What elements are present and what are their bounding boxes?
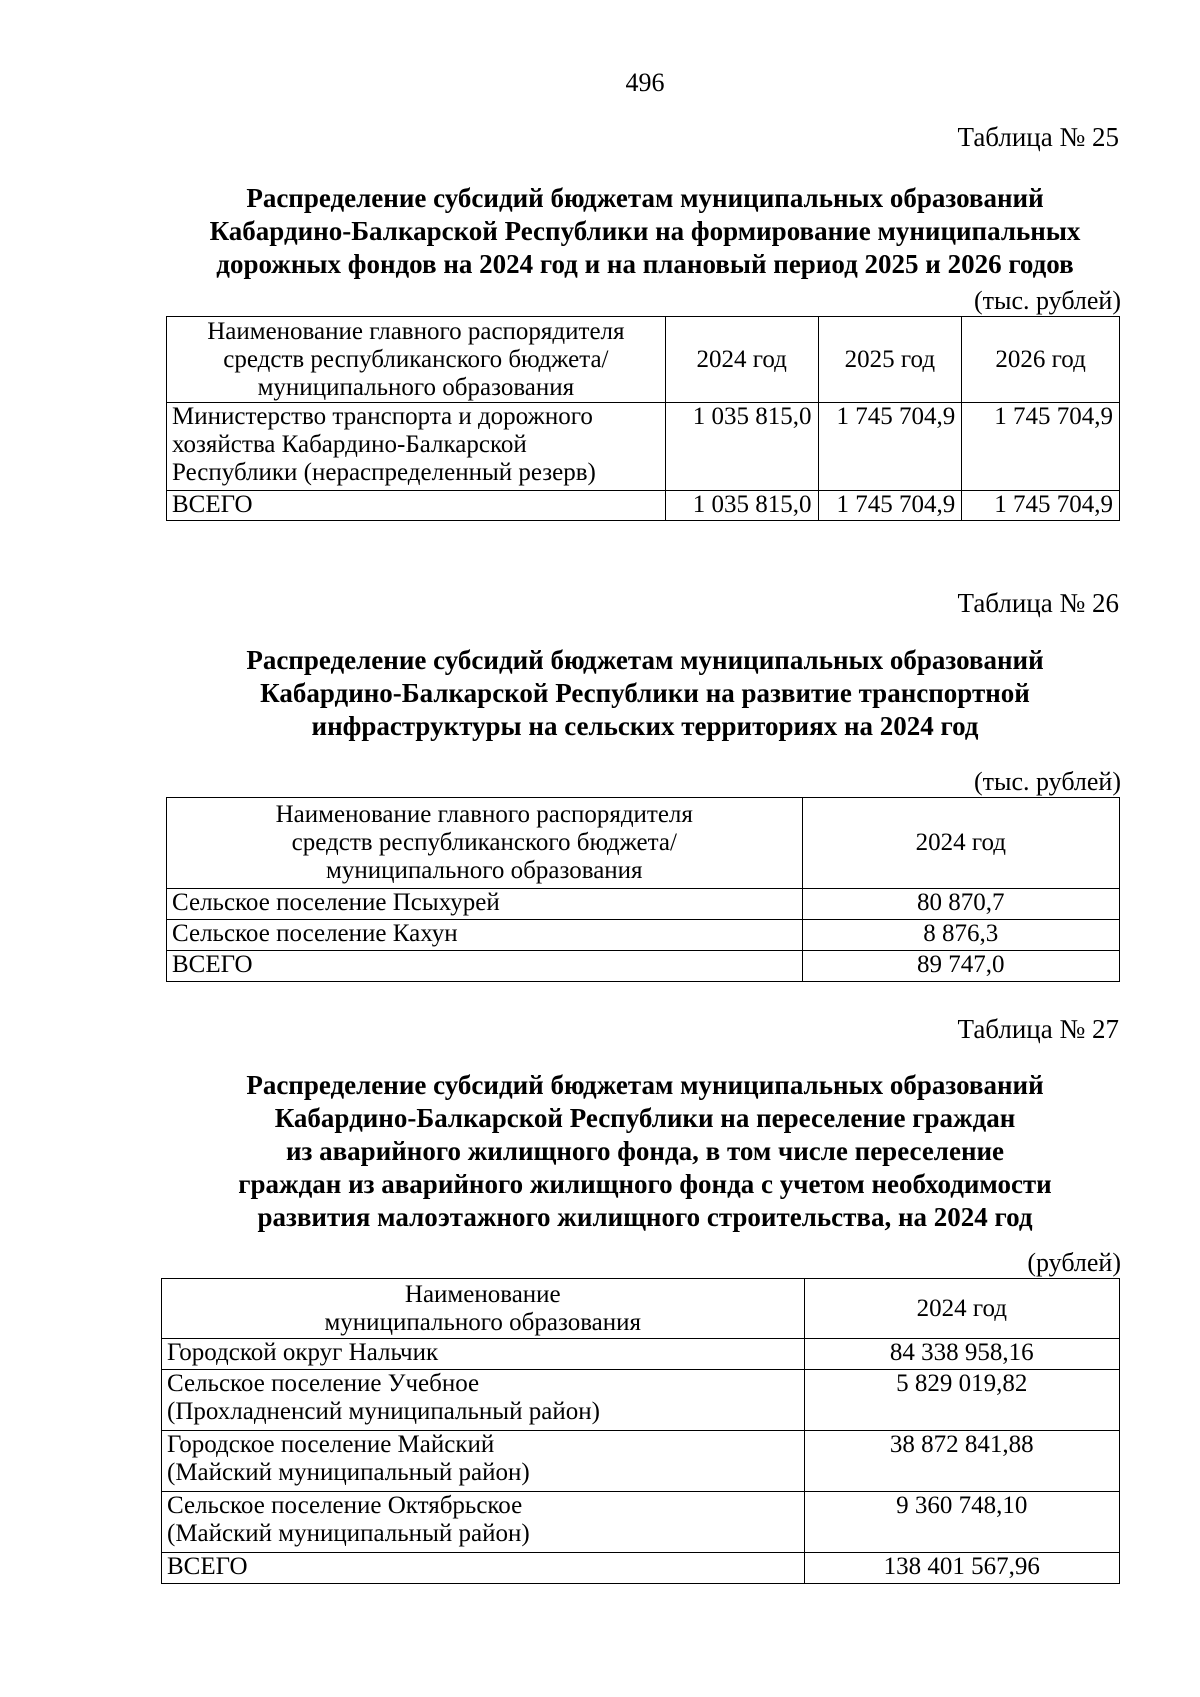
table-27-heading-line: развития малоэтажного жилищного строительства, на 2024 год bbox=[257, 1202, 1033, 1232]
row-name-cell bbox=[162, 1431, 805, 1492]
total-value-2026: 1 745 704,9 bbox=[962, 491, 1120, 521]
table-27 bbox=[161, 1278, 1120, 1584]
header-name-cell bbox=[162, 1279, 805, 1339]
row-value-2024: 9 360 748,10 bbox=[804, 1492, 1119, 1553]
row-value-2024: 84 338 958,16 bbox=[804, 1339, 1119, 1370]
table-total-row bbox=[167, 951, 1120, 982]
header-year-2024: 2024 год bbox=[665, 317, 818, 403]
row-name-cell bbox=[162, 1492, 805, 1553]
row-name-line: хозяйства Кабардино-Балкарской bbox=[172, 431, 527, 458]
header-name-cell bbox=[167, 798, 803, 889]
row-name-cell: ВСЕГО bbox=[167, 491, 666, 521]
row-name-cell bbox=[162, 1370, 805, 1431]
row-name-line: Министерство транспорта и дорожного bbox=[172, 403, 593, 430]
table-header-row bbox=[167, 317, 1120, 403]
row-name-cell: ВСЕГО bbox=[162, 1553, 805, 1584]
table-total-row bbox=[167, 491, 1120, 521]
row-value-2024: 8 876,3 bbox=[802, 920, 1119, 951]
table-26-heading-line: Кабардино-Балкарской Республики на развитие транспортной bbox=[260, 678, 1030, 708]
table-27-heading-line: из аварийного жилищного фонда, в том числе переселение bbox=[285, 1136, 1005, 1166]
header-line: муниципального образования bbox=[257, 373, 575, 401]
row-value-2024: 80 870,7 bbox=[802, 889, 1119, 920]
total-value-2024: 89 747,0 bbox=[802, 951, 1119, 982]
header-year-2025: 2025 год bbox=[818, 317, 962, 403]
page-number: 496 bbox=[625, 68, 665, 97]
total-value-2024: 138 401 567,96 bbox=[804, 1553, 1119, 1584]
table-row bbox=[167, 889, 1120, 920]
header-year-2024: 2024 год bbox=[802, 798, 1119, 889]
table-row bbox=[162, 1339, 1120, 1370]
table-25-heading bbox=[160, 182, 1130, 281]
table-25-units: (тыс. рублей) bbox=[973, 286, 1121, 315]
table-26-units: (тыс. рублей) bbox=[973, 767, 1121, 796]
table-row bbox=[167, 403, 1120, 491]
table-total-row bbox=[162, 1553, 1120, 1584]
row-name-cell: Сельское поселение Псыхурей bbox=[167, 889, 803, 920]
table-27-heading bbox=[160, 1069, 1130, 1234]
header-line: муниципального образования bbox=[324, 1308, 642, 1336]
table-27-heading-line: граждан из аварийного жилищного фонда с учетом необходимости bbox=[238, 1169, 1052, 1199]
table-27-label: Таблица № 27 bbox=[957, 1014, 1119, 1044]
row-value-2024: 1 035 815,0 bbox=[665, 403, 818, 491]
row-name-line: (Майский муниципальный район) bbox=[167, 1459, 530, 1486]
row-value-2024: 5 829 019,82 bbox=[804, 1370, 1119, 1431]
table-27-heading-line: Распределение субсидий бюджетам муниципальных образований bbox=[246, 1070, 1044, 1100]
header-line: средств республиканского бюджета/ bbox=[223, 345, 609, 373]
header-line: средств республиканского бюджета/ bbox=[291, 829, 677, 856]
table-25 bbox=[166, 316, 1120, 521]
header-line: муниципального образования bbox=[326, 857, 643, 884]
header-line: Наименование главного распорядителя bbox=[275, 801, 693, 828]
table-27-units: (рублей) bbox=[1027, 1248, 1121, 1277]
row-value-2024: 38 872 841,88 bbox=[804, 1431, 1119, 1492]
row-name-line: (Прохладненсий муниципальный район) bbox=[167, 1398, 600, 1425]
total-value-2025: 1 745 704,9 bbox=[818, 491, 962, 521]
table-27-heading-line: Кабардино-Балкарской Республики на переселение граждан bbox=[274, 1103, 1016, 1133]
table-26-heading-line: Распределение субсидий бюджетам муниципальных образований bbox=[246, 645, 1044, 675]
header-year-2026: 2026 год bbox=[962, 317, 1120, 403]
total-value-2024: 1 035 815,0 bbox=[665, 491, 818, 521]
header-name-cell bbox=[167, 317, 666, 403]
row-name-cell: Городской округ Нальчик bbox=[162, 1339, 805, 1370]
table-26-heading-line: инфраструктуры на сельских территориях на 2024 год bbox=[311, 711, 979, 741]
table-25-heading-line: Распределение субсидий бюджетам муниципальных образований bbox=[246, 183, 1044, 213]
table-25-heading-line: Кабардино-Балкарской Республики на формирование муниципальных bbox=[209, 216, 1081, 246]
row-value-2026: 1 745 704,9 bbox=[962, 403, 1120, 491]
table-25-heading-line: дорожных фондов на 2024 год и на плановый период 2025 и 2026 годов bbox=[216, 249, 1074, 279]
table-row bbox=[162, 1492, 1120, 1553]
table-row bbox=[167, 920, 1120, 951]
row-name-line: (Майский муниципальный район) bbox=[167, 1520, 530, 1547]
table-25-label: Таблица № 25 bbox=[957, 122, 1119, 152]
header-year-2024: 2024 год bbox=[804, 1279, 1119, 1339]
row-name-cell: ВСЕГО bbox=[167, 951, 803, 982]
table-row bbox=[162, 1431, 1120, 1492]
row-name-line: Республики (нераспределенный резерв) bbox=[172, 459, 596, 486]
table-26-heading bbox=[160, 644, 1130, 743]
table-row bbox=[162, 1370, 1120, 1431]
row-name-line: Сельское поселение Учебное bbox=[167, 1370, 480, 1397]
table-header-row bbox=[162, 1279, 1120, 1339]
row-name-cell: Сельское поселение Кахун bbox=[167, 920, 803, 951]
header-line: Наименование главного распорядителя bbox=[207, 317, 625, 345]
row-name-cell bbox=[167, 403, 666, 491]
table-26-label: Таблица № 26 bbox=[957, 588, 1119, 618]
table-26 bbox=[166, 797, 1120, 982]
row-name-line: Сельское поселение Октябрьское bbox=[167, 1492, 523, 1519]
row-name-line: Городское поселение Майский bbox=[167, 1431, 495, 1458]
row-value-2025: 1 745 704,9 bbox=[818, 403, 962, 491]
header-line: Наименование bbox=[404, 1280, 561, 1308]
table-header-row bbox=[167, 798, 1120, 889]
